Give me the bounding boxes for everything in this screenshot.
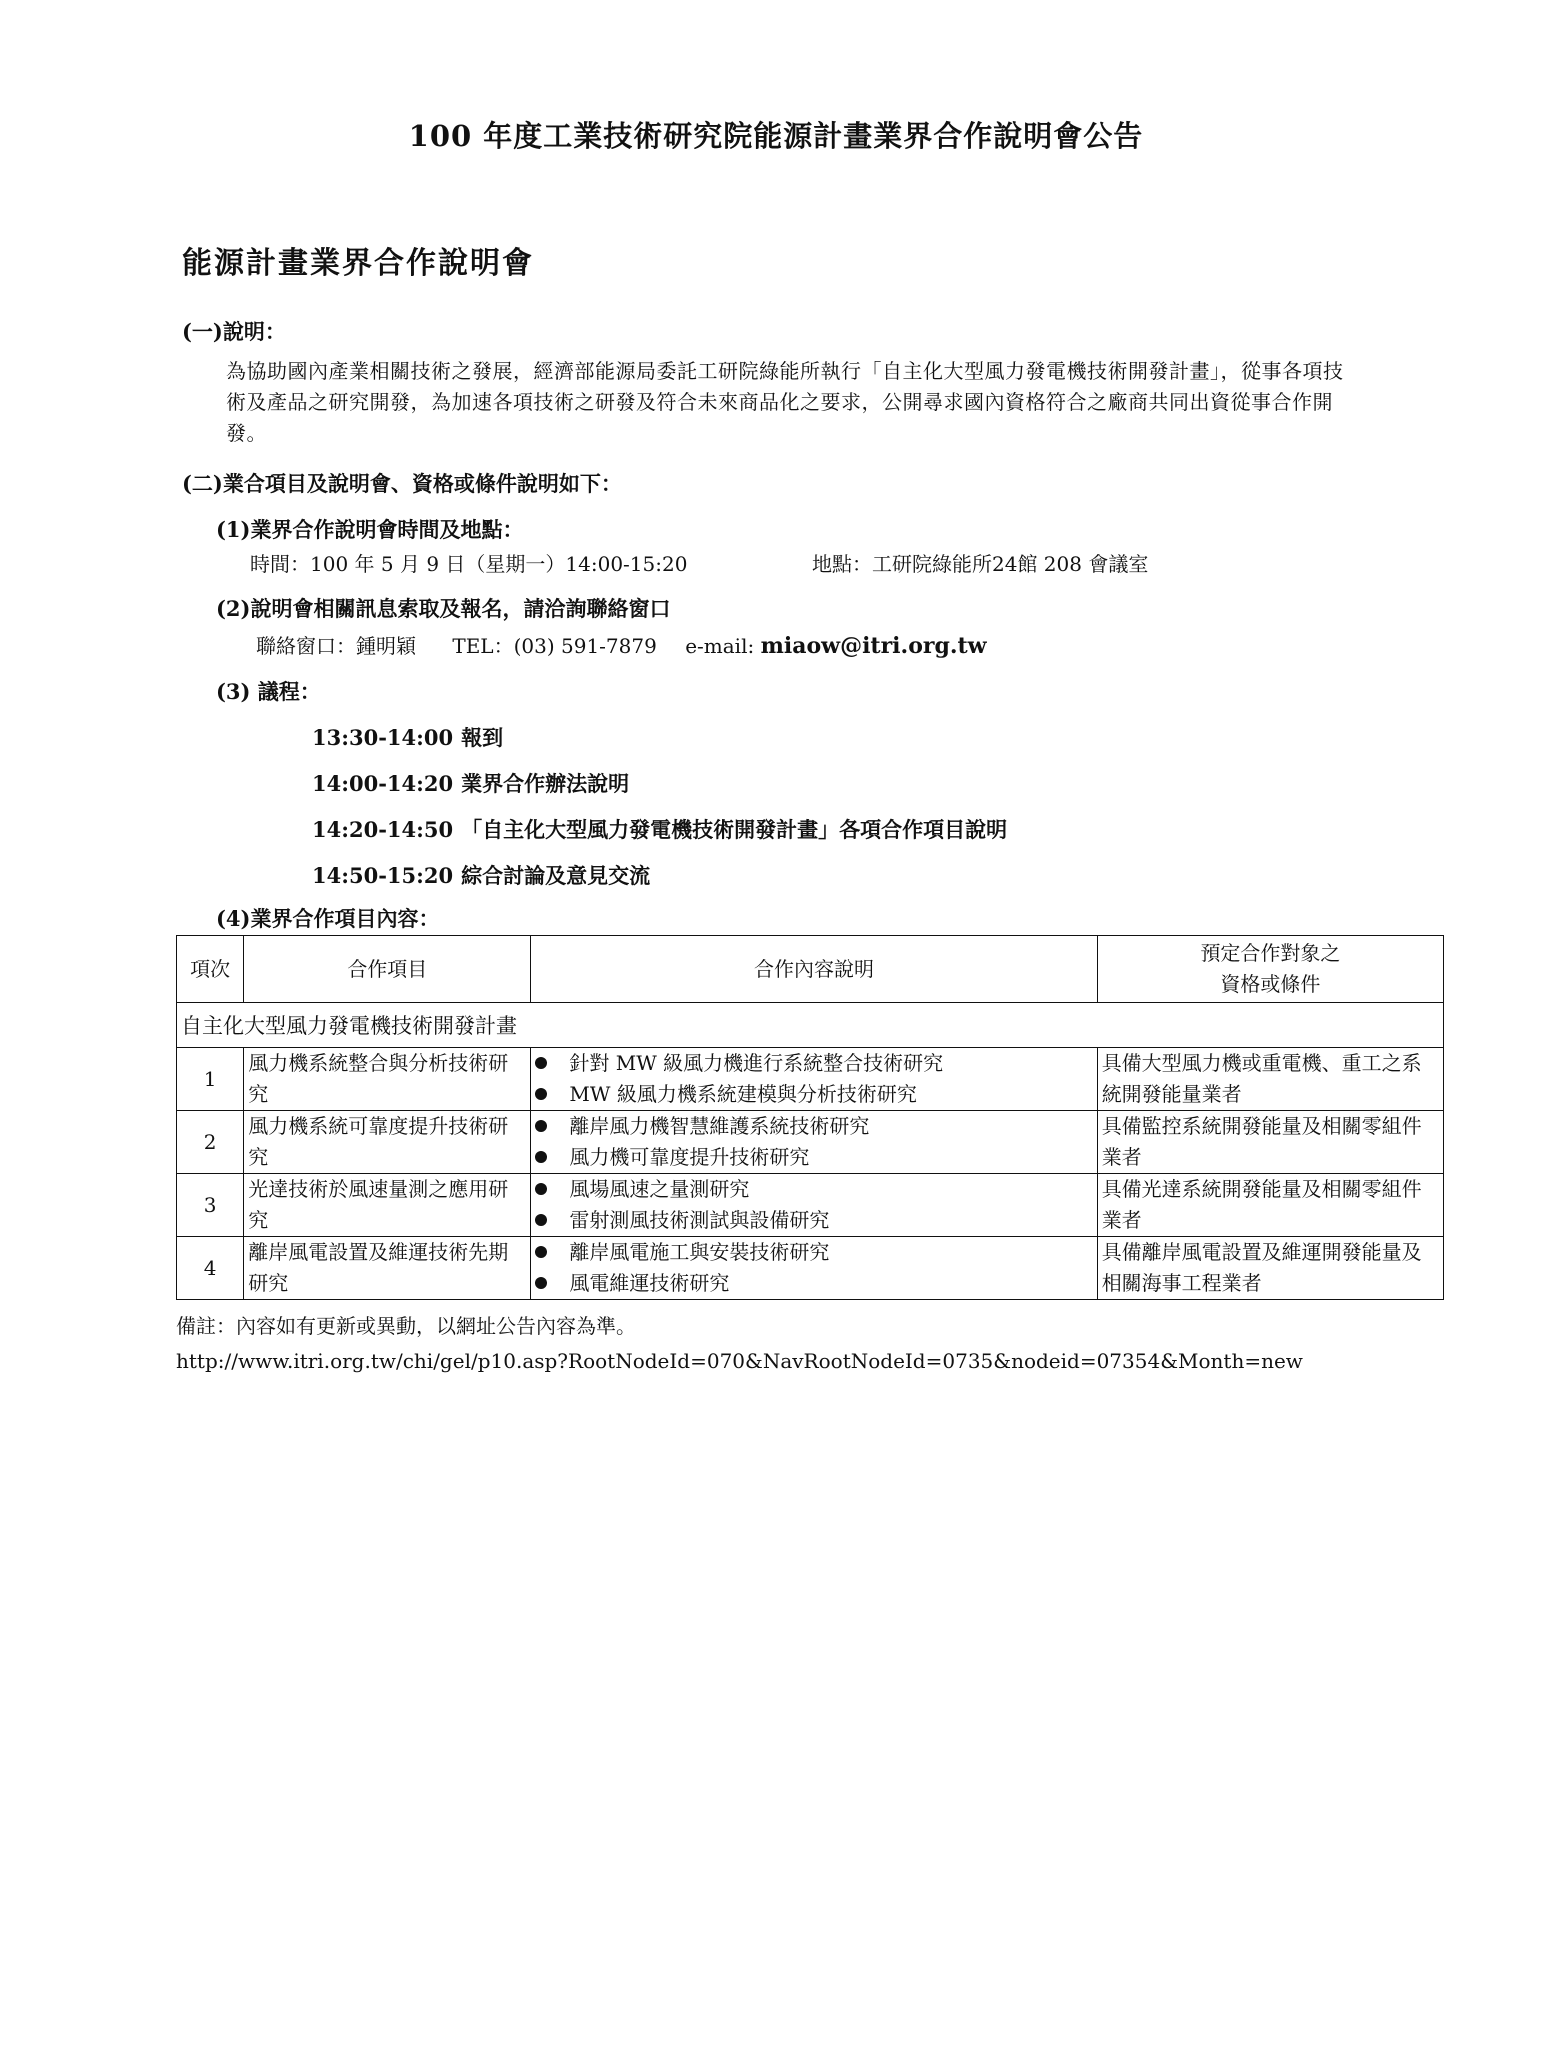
page-title: 100 年度工業技術研究院能源計畫業界合作說明會公告: [408, 119, 1144, 153]
bullet-dot-icon: [535, 1214, 547, 1226]
bullet-text: 離岸風力機智慧維護系統技術研究: [569, 1114, 870, 1138]
agenda-item: [312, 768, 629, 798]
row-item: 風力機系統整合與分析技術研究: [244, 1048, 531, 1111]
bullet-text: 風場風速之量測研究: [569, 1177, 750, 1201]
agenda-time: 13:30-14:00: [312, 725, 454, 750]
content-bullet: [535, 1205, 1092, 1236]
contact-email-label: e-mail:: [685, 634, 755, 658]
item3-heading: (3) 議程：: [216, 679, 321, 704]
row-qualification: 具備監控系統開發能量及相關零組件業者: [1097, 1111, 1443, 1174]
table-row: [177, 1048, 1444, 1111]
content-bullet: [535, 1111, 1092, 1142]
agenda-time: 14:00-14:20: [312, 771, 454, 796]
row-item: 離岸風電設置及維運技術先期研究: [244, 1237, 531, 1300]
row-item: 光達技術於風速量測之應用研究: [244, 1174, 531, 1237]
row-qualification: 具備大型風力機或重電機、重工之系統開發能量業者: [1097, 1048, 1443, 1111]
agenda-desc: 業界合作辦法說明: [461, 771, 630, 796]
header-item: 合作項目: [244, 936, 531, 1003]
agenda-desc: 「自主化大型風力發電機技術開發計畫」各項合作項目說明: [461, 817, 1008, 842]
row-no: 3: [177, 1174, 244, 1237]
announcement-url-link[interactable]: http://www.itri.org.tw/chi/gel/p10.asp?RootNodeId=070&NavRootNodeId=0735&nodeid=07354&Month=new: [176, 1349, 1303, 1373]
agenda-item: [312, 814, 1007, 844]
item4-heading: (4)業界合作項目內容：: [216, 906, 440, 931]
content-bullet: [535, 1237, 1092, 1268]
bullet-dot-icon: [535, 1057, 547, 1069]
agenda-time: 14:20-14:50: [312, 817, 454, 842]
item1-heading: (1)業界合作說明會時間及地點：: [216, 517, 524, 542]
bullet-text: 風電維運技術研究: [569, 1271, 730, 1295]
section1-paragraph: 為協助國內產業相關技術之發展，經濟部能源局委託工研院綠能所執行「自主化大型風力發電機技術開發計畫」，從事各項技術及產品之研究開發，為加速各項技術之研發及符合未來商品化之要求，公開尋求國內資格符合之廠商共同出資從事合作開發。: [226, 359, 1344, 445]
section1-heading: (一)說明：: [182, 319, 286, 344]
row-content: [531, 1048, 1097, 1111]
item2-heading: (2)說明會相關訊息索取及報名，請洽詢聯絡窗口: [216, 596, 671, 621]
section2-heading: (二)業合項目及說明會、資格或條件說明如下：: [182, 471, 622, 496]
header-qualification: [1097, 936, 1443, 1003]
agenda-item: [312, 722, 503, 752]
agenda-time: 14:50-15:20: [312, 863, 454, 888]
page-subtitle: 能源計畫業界合作說明會: [182, 246, 534, 281]
meeting-place: 地點：工研院綠能所24館 208 會議室: [812, 552, 1149, 576]
row-item: 風力機系統可靠度提升技術研究: [244, 1111, 531, 1174]
content-bullet: [535, 1079, 1092, 1110]
row-content: [531, 1174, 1097, 1237]
meeting-time: 時間：100 年 5 月 9 日（星期一）14:00-15:20: [250, 552, 688, 576]
bullet-dot-icon: [535, 1246, 547, 1258]
bullet-text: 雷射測風技術測試與設備研究: [569, 1208, 830, 1232]
agenda-item: [312, 860, 650, 890]
bullet-text: 離岸風電施工與安裝技術研究: [569, 1240, 830, 1264]
table-row: [177, 1174, 1444, 1237]
content-bullet: [535, 1174, 1092, 1205]
table-row: [177, 1237, 1444, 1300]
bullet-dot-icon: [535, 1277, 547, 1289]
row-no: 2: [177, 1111, 244, 1174]
header-content: 合作內容說明: [531, 936, 1097, 1003]
content-bullet: [535, 1048, 1092, 1079]
table-header-row: [177, 936, 1444, 1003]
bullet-text: 針對 MW 級風力機進行系統整合技術研究: [569, 1051, 944, 1075]
agenda-desc: 報到: [461, 725, 504, 750]
agenda-desc: 綜合討論及意見交流: [461, 863, 651, 888]
table-section-title: 自主化大型風力發電機技術開發計畫: [177, 1003, 1444, 1048]
content-bullet: [535, 1142, 1092, 1173]
bullet-text: 風力機可靠度提升技術研究: [569, 1145, 810, 1169]
bullet-dot-icon: [535, 1088, 547, 1100]
table-row: [177, 1111, 1444, 1174]
bullet-text: MW 級風力機系統建模與分析技術研究: [569, 1082, 917, 1106]
content-bullet: [535, 1268, 1092, 1299]
row-qualification: 具備光達系統開發能量及相關零組件業者: [1097, 1174, 1443, 1237]
row-content: [531, 1111, 1097, 1174]
row-no: 4: [177, 1237, 244, 1300]
contact-tel: TEL：(03) 591-7879: [452, 634, 657, 658]
header-no: 項次: [177, 936, 244, 1003]
contact-line: [256, 630, 987, 659]
contact-email-link[interactable]: miaow@itri.org.tw: [760, 633, 987, 659]
bullet-dot-icon: [535, 1120, 547, 1132]
cooperation-table: [176, 935, 1444, 1300]
bullet-dot-icon: [535, 1151, 547, 1163]
header-qualification-line2: 資格或條件: [1220, 972, 1321, 996]
row-qualification: 具備離岸風電設置及維運開發能量及相關海事工程業者: [1097, 1237, 1443, 1300]
bullet-dot-icon: [535, 1183, 547, 1195]
table-section-row: [177, 1003, 1444, 1048]
contact-person: 聯絡窗口：鍾明穎: [256, 634, 416, 658]
footnote: 備註：內容如有更新或異動，以網址公告內容為準。: [176, 1314, 636, 1338]
row-content: [531, 1237, 1097, 1300]
row-no: 1: [177, 1048, 244, 1111]
header-qualification-line1: 預定合作對象之: [1200, 941, 1341, 965]
